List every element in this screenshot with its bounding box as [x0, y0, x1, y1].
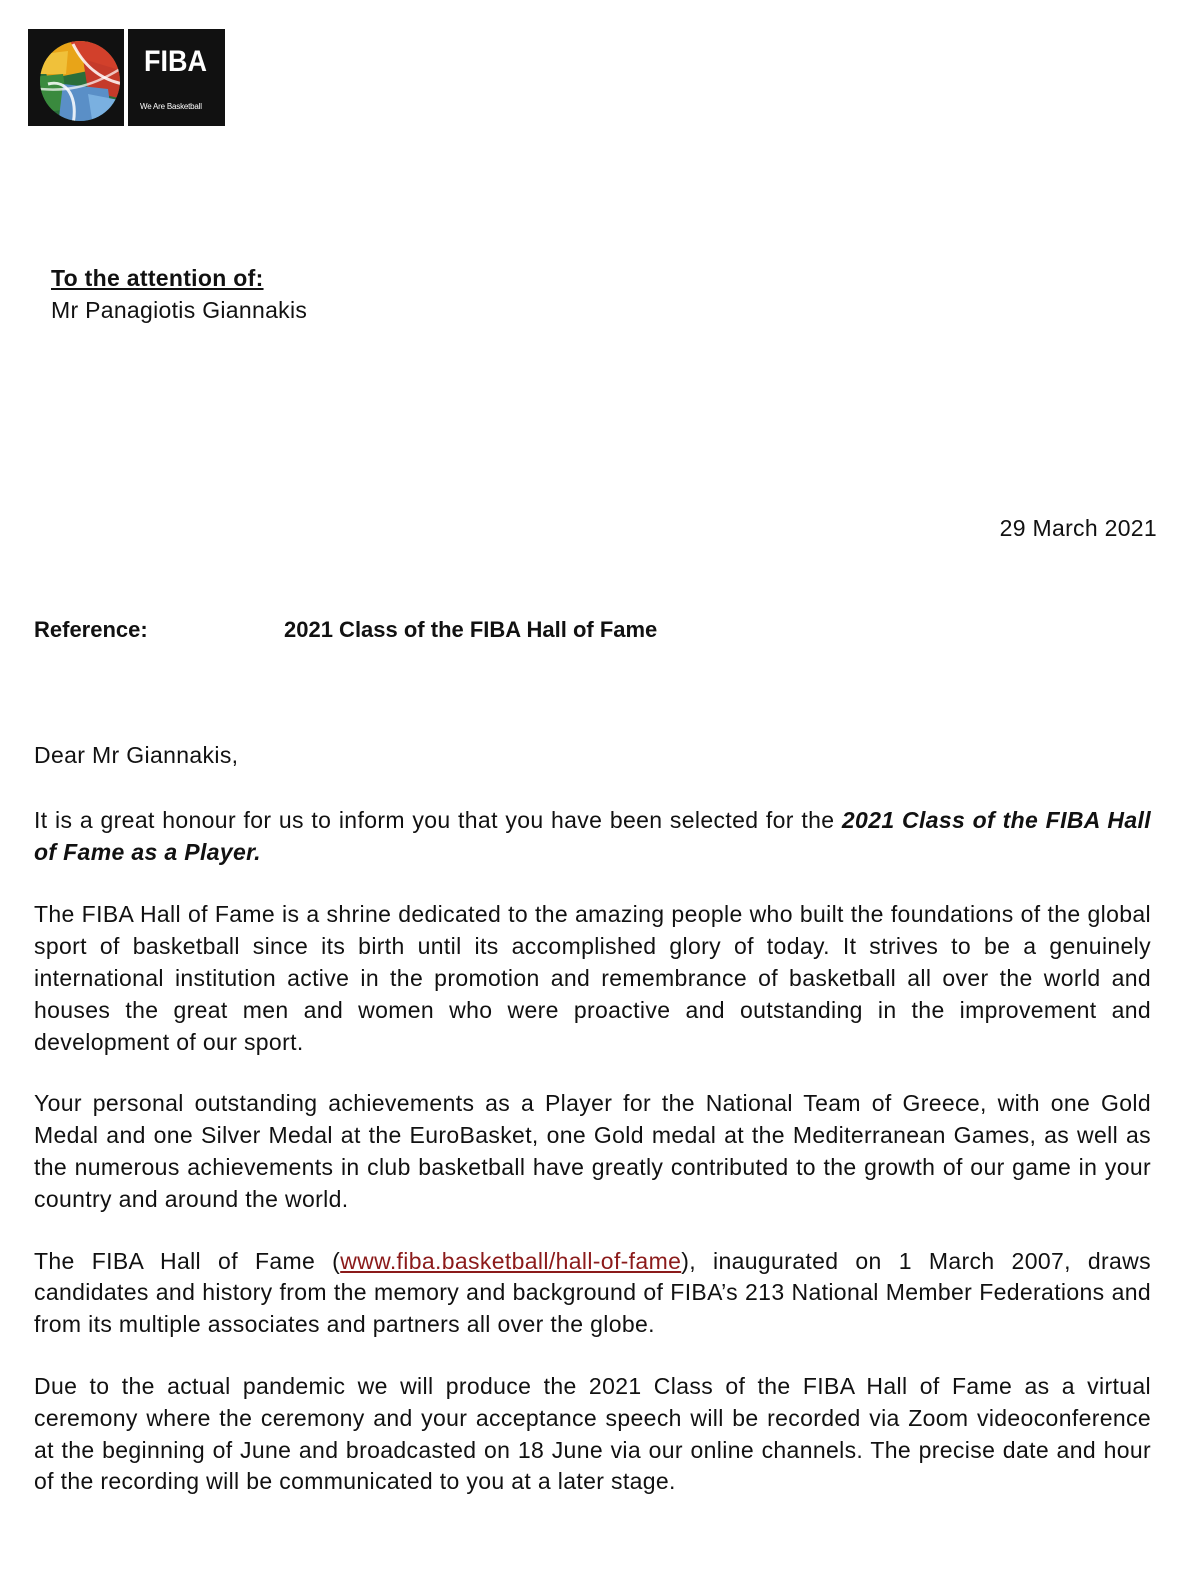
paragraph-inauguration-start: The FIBA Hall of Fame (: [34, 1247, 341, 1274]
paragraph-ceremony: Due to the actual pandemic we will produce the 2021 Class of the FIBA Hall of Fame as a virtual ceremony where the ceremony and your acceptance speech will be recorded via Zoom videoconference at the beginning of June and broadcasted on 18 June via our online channels. The precise date and hour of the recording will be communicated to you at a later stage.: [34, 1372, 1151, 1495]
fiba-logo: [28, 29, 225, 126]
basketball-globe-icon: [28, 29, 124, 126]
logo-tagline: We Are Basketball: [140, 102, 202, 111]
paragraph-hall-of-fame: The FIBA Hall of Fame is a shrine dedicated to the amazing people who built the foundations of the global sport of basketball since its birth until its accomplished glory of today. It strives to be a genuinely international institution active in the promotion and remembrance of basketball all over the world and houses the great men and women who were proactive and outstanding in the improvement and development of our sport.: [34, 901, 1151, 1055]
intro-text: It is a great honour for us to inform you that you have been selected for the: [34, 806, 842, 833]
paragraph-inauguration-end: ), inaugurated on 1 March 2007, draws candidates and history from the memory and background of FIBA’s 213 National Member Federations and from its multiple associates and partners all over the globe.: [34, 1247, 1151, 1338]
intro-emphasis: 2021 Class of the FIBA Hall of Fame as a Player.: [34, 806, 1152, 865]
logo-wordmark: FIBA: [144, 45, 207, 78]
attention-block: [51, 262, 307, 326]
hall-of-fame-link[interactable]: www.fiba.basketball/hall-of-fame: [340, 1247, 682, 1274]
attention-label: To the attention of:: [51, 265, 264, 291]
logo-wordmark-panel: [128, 29, 225, 126]
letter-body: [34, 740, 1151, 1528]
paragraph-inauguration: [34, 1246, 1151, 1341]
intro-paragraph: [34, 805, 1151, 869]
reference-line: [34, 615, 657, 645]
paragraph-achievements: Your personal outstanding achievements as a Player for the National Team of Greece, with one Gold Medal and one Silver Medal at the EuroBasket, one Gold medal at the Mediterranean Games, as well as the numerous achievements in club basketball have greatly contributed to the growth of our game in your country and around the world.: [34, 1090, 1151, 1212]
reference-label: Reference:: [34, 617, 148, 642]
letter-date: 29 March 2021: [999, 515, 1157, 541]
reference-title: 2021 Class of the FIBA Hall of Fame: [284, 617, 658, 642]
salutation: Dear Mr Giannakis,: [34, 742, 239, 768]
recipient-name: Mr Panagiotis Giannakis: [51, 297, 308, 323]
